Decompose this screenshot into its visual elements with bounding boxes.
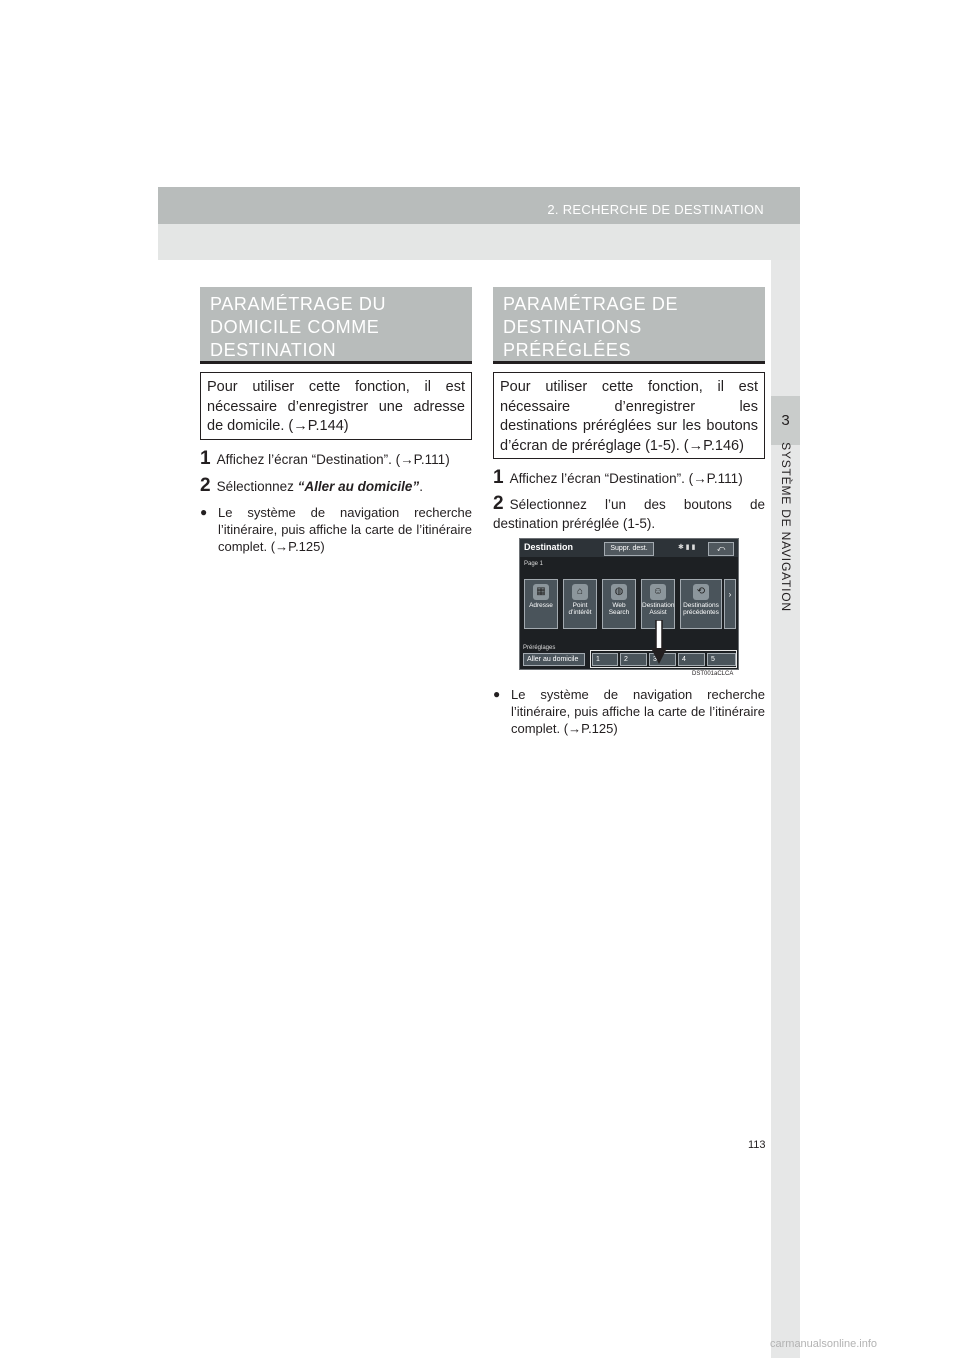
left-note-box <box>200 372 472 440</box>
right-bullet <box>493 686 765 737</box>
header-subband <box>158 224 800 260</box>
step-text: Sélectionnez <box>216 479 298 494</box>
tile-web-search <box>602 579 636 629</box>
watermark-text: carmanualsonline.info <box>770 1338 878 1350</box>
left-step-1 <box>200 449 472 469</box>
step-text: Affichez l’écran “Destination”. (→P.111) <box>509 471 743 486</box>
step-text-end: . <box>419 479 423 494</box>
chapter-title: 2. RECHERCHE DE DESTINATION <box>547 202 764 217</box>
person-icon: ☺ <box>650 584 666 600</box>
bullet-text: Le système de navigation recherche l’itinéraire, puis affiche la carte de l’itinéraire complet. (→P.125) <box>218 505 472 554</box>
preset-button-3: 3 <box>649 653 676 666</box>
history-icon: ⟲ <box>693 584 709 600</box>
step-number: 1 <box>493 467 504 488</box>
left-note-text: Pour utiliser cette fonction, il est nécessaire d’enregistrer une adresse de domicile. (→P.144) <box>207 379 465 434</box>
preset-button-4: 4 <box>678 653 705 666</box>
left-section-heading <box>200 287 472 364</box>
page-number: 113 <box>748 1139 766 1151</box>
tile-label: Web Search <box>608 602 630 616</box>
tile-label: Destinations précédentes <box>683 602 719 616</box>
bullet-text: Le système de navigation recherche l’itinéraire, puis affiche la carte de l’itinéraire complet. (→P.125) <box>511 687 765 736</box>
right-heading-line-1: PARAMÉTRAGE DE <box>503 294 679 314</box>
step-text: Sélectionnez l’un des boutons de destination préréglée (1-5). <box>493 497 765 531</box>
chapter-number: 3 <box>781 412 790 429</box>
screen-page-label: Page 1 <box>524 561 544 567</box>
preset-button-1: 1 <box>592 653 618 666</box>
right-section-heading <box>493 287 765 383</box>
left-heading-line-3: DESTINATION <box>210 340 337 360</box>
screen-title: Destination <box>524 542 574 552</box>
down-arrow-icon <box>651 620 667 666</box>
step-emphasis: “Aller au domicile” <box>297 479 420 494</box>
right-step-2 <box>493 494 765 533</box>
suppr-dest-button: Suppr. dest. <box>604 542 654 556</box>
back-icon: ⤺ <box>708 542 734 556</box>
step-text: Affichez l’écran “Destination”. (→P.111) <box>216 452 450 467</box>
right-heading-line-2: DESTINATIONS PRÉRÉGLÉES <box>503 317 642 360</box>
tile-label: Adresse <box>529 602 553 609</box>
step-number: 2 <box>200 475 211 496</box>
tile-destinations-precedentes <box>680 579 722 629</box>
tile-label: Destination Assist <box>642 602 675 616</box>
destination-screen-image <box>519 538 739 670</box>
left-bullet <box>200 504 472 555</box>
left-heading-line-2: DOMICILE COMME <box>210 317 380 337</box>
bullet-dot: ● <box>200 505 208 519</box>
tile-label: Point d’intérêt <box>568 602 592 616</box>
status-icons: ✱ ▮ ▮ <box>678 544 696 551</box>
more-chevron-icon: › <box>724 579 736 629</box>
step-number: 2 <box>493 493 504 514</box>
left-heading-line-1: PARAMÉTRAGE DU <box>210 294 387 314</box>
tile-point-interet <box>563 579 597 629</box>
preset-button-2: 2 <box>620 653 647 666</box>
tile-adresse <box>524 579 558 629</box>
left-step-2 <box>200 476 472 496</box>
right-step-1 <box>493 468 765 488</box>
right-heading-line-3: COMME DESTINATION <box>503 363 707 383</box>
step-number: 1 <box>200 448 211 469</box>
right-note-text: Pour utiliser cette fonction, il est nécessaire d’enregistrer les destinations préréglées sur les boutons d’écran de préréglage (1-5). (→P.146) <box>500 379 758 454</box>
building-icon: ⌂ <box>572 584 588 600</box>
bullet-dot: ● <box>493 687 501 701</box>
preset-button-5: 5 <box>707 653 736 666</box>
home-preset-button: Aller au domicile <box>523 653 585 666</box>
image-code: DST001aCLCA <box>692 671 734 677</box>
map-icon: ▦ <box>533 584 549 600</box>
globe-icon: ◍ <box>611 584 627 600</box>
right-note-box <box>493 372 765 459</box>
presets-label: Préréglages <box>523 645 556 651</box>
chapter-label: SYSTÈME DE NAVIGATION <box>779 442 793 612</box>
